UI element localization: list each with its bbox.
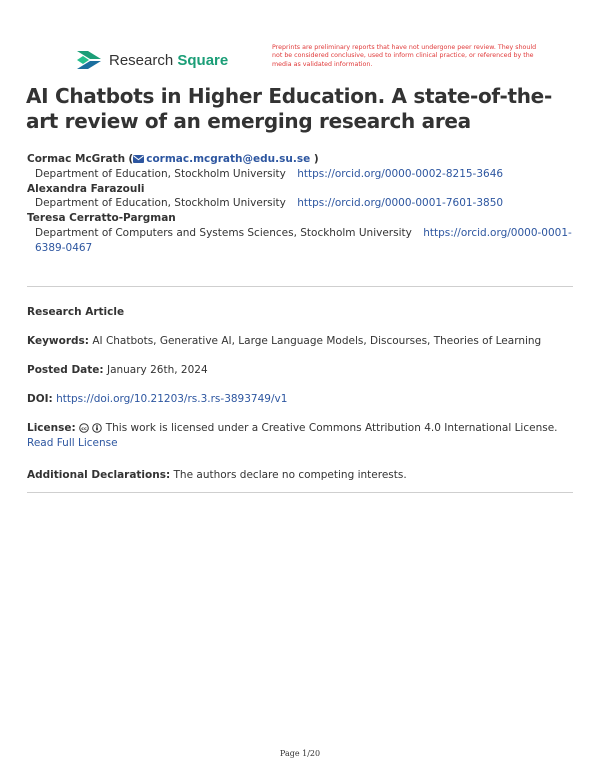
email-open-paren: ( [128,153,134,165]
brand-name-part1: Research [109,51,174,69]
research-square-logo-icon [75,48,103,72]
posted-date-value: January 26th, 2024 [106,364,208,376]
declarations-label: Additional Declarations: [27,469,171,481]
author-affiliation: Department of Education, Stockholm University [35,167,286,180]
author-name: Alexandra Farazouli [27,182,145,195]
page-number: Page 1/20 [279,749,321,758]
cc-icon [79,423,89,433]
doi-label: DOI: [27,393,53,405]
author-affiliation: Department of Computers and Systems Sciences, Stockholm University [35,226,412,239]
header [75,44,545,76]
author-entry [27,182,577,197]
brand-name-part2: Square [177,51,229,69]
doi-link[interactable]: https://doi.org/10.21203/rs.3.rs-3893749/v1 [56,393,288,405]
doi [27,392,577,407]
posted-date [27,363,577,378]
keywords-value: AI Chatbots, Generative AI, Large Language Models, Discourses, Theories of Learning [92,335,542,347]
top-divider [27,286,573,287]
author-orcid-link[interactable]: https://orcid.org/0000-0002-8215-3646 [297,167,504,180]
read-full-license-link[interactable]: Read Full License [27,437,118,449]
author-email-link[interactable] [133,153,310,165]
author-affiliation-row [27,167,577,182]
preprint-notice: Preprints are preliminary reports that have not undergone peer review. They should not be considered conclusive, used to inform clinical practice, or referenced by the media as validated information. [272,44,537,68]
author-name: Cormac McGrath [27,153,126,165]
brand-name [109,52,228,69]
license [27,421,577,451]
by-icon [92,423,102,433]
keywords-label: Keywords: [27,335,89,347]
author-affiliation-row [27,196,577,211]
bottom-divider [27,492,573,493]
declarations-value: The authors declare no competing interests. [173,469,407,481]
license-text: This work is licensed under a Creative Commons Attribution 4.0 International License. [105,422,558,434]
author-entry [27,152,577,167]
keywords [27,334,577,349]
author-affiliation: Department of Education, Stockholm University [35,197,286,210]
article-type-label: Research Article [27,306,125,318]
article-type [27,305,577,320]
author-list [27,152,577,256]
author-orcid-link[interactable]: https://orcid.org/0000-0001-6389-0467 [35,226,572,254]
research-square-logo[interactable] [75,48,228,72]
svg-text:cc: cc [81,427,87,432]
author-entry [27,211,577,226]
additional-declarations [27,468,577,483]
author-affiliation-row [27,226,577,256]
author-orcid-link[interactable]: https://orcid.org/0000-0001-7601-3850 [297,197,504,210]
author-email: cormac.mcgrath@edu.su.se [146,153,311,165]
posted-date-label: Posted Date: [27,364,104,376]
paper-title: AI Chatbots in Higher Education. A state-of-the-art review of an emerging research area [26,84,552,133]
license-label: License: [27,422,76,434]
envelope-icon [133,155,144,163]
email-close-paren: ) [310,153,319,165]
author-name: Teresa Cerratto-Pargman [27,212,176,225]
